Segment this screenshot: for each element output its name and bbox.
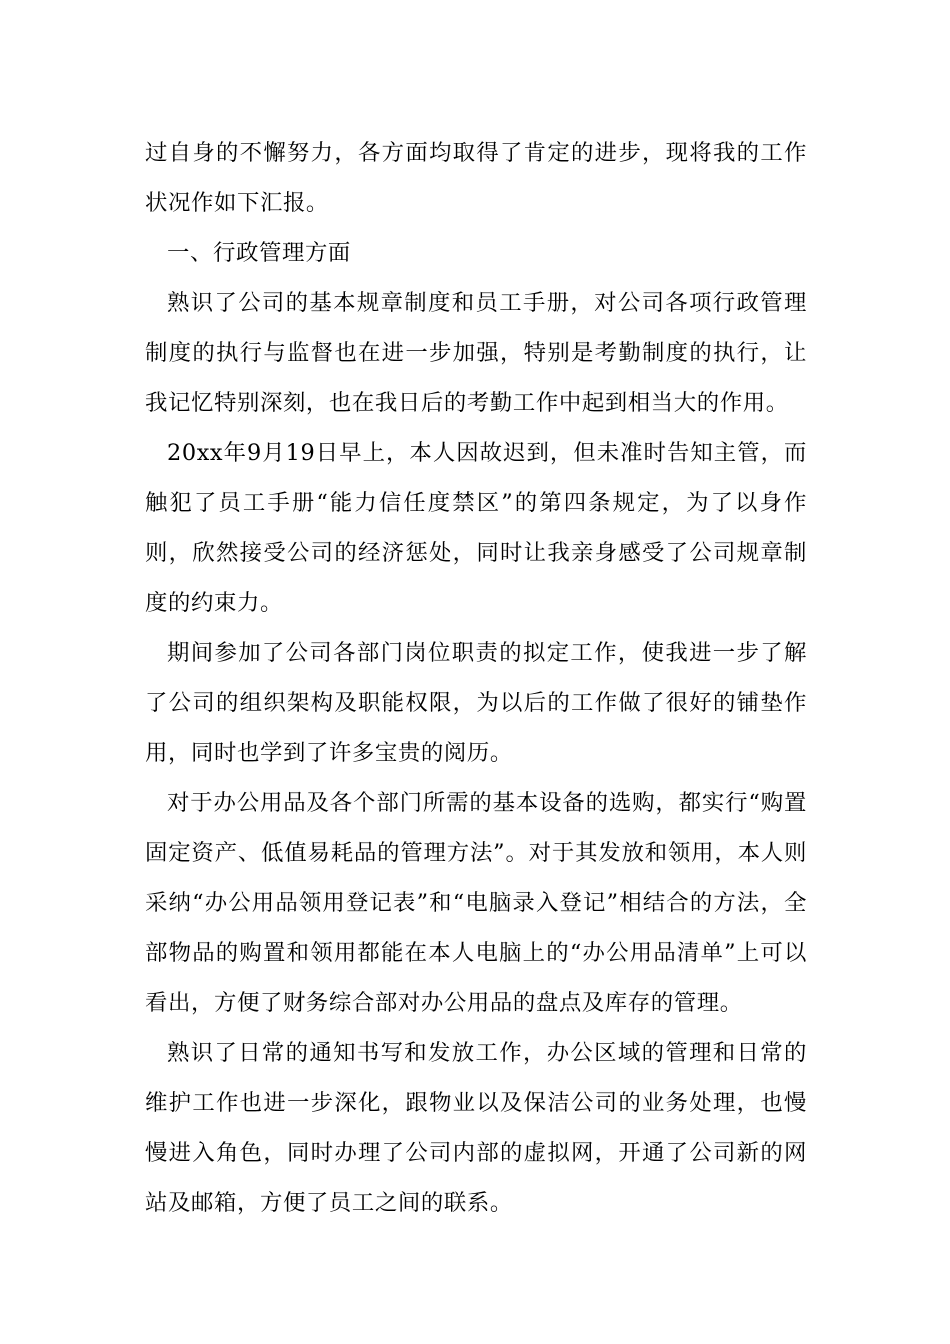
section-heading-admin-management: 一、行政管理方面 xyxy=(167,240,351,266)
paragraph-continuation: 过自身的不懈努力，各方面均取得了肯定的进步，现将我的工作状况作如下汇报。 xyxy=(145,140,807,216)
paragraph-rules-familiarity: 熟识了公司的基本规章制度和员工手册，对公司各项行政管理制度的执行与监督也在进一步加强，特别是考勤制度的执行，让我记忆特别深刻，也在我日后的考勤工作中起到相当大的作用。 xyxy=(145,290,807,416)
document-body xyxy=(145,128,807,1228)
paragraph-daily-notices: 熟识了日常的通知书写和发放工作，办公区域的管理和日常的维护工作也进一步深化，跟物业以及保洁公司的业务处理，也慢慢进入角色，同时办理了公司内部的虚拟网，开通了公司新的网站及邮箱，方便了员工之间的联系。 xyxy=(145,1040,807,1216)
paragraph-job-duties: 期间参加了公司各部门岗位职责的拟定工作，使我进一步了解了公司的组织架构及职能权限，为以后的工作做了很好的铺垫作用，同时也学到了许多宝贵的阅历。 xyxy=(145,640,807,766)
paragraph-office-supplies: 对于办公用品及各个部门所需的基本设备的选购，都实行“购置固定资产、低值易耗品的管理方法”。对于其发放和领用，本人则采纳“办公用品领用登记表”和“电脑录入登记”相结合的方法，全部物品的购置和领用都能在本人电脑上的“办公用品清单”上可以看出，方便了财务综合部对办公用品的盘点及库存的管理。 xyxy=(145,790,807,1016)
paragraph-late-incident: 20xx年9月19日早上，本人因故迟到，但未准时告知主管，而触犯了员工手册“能力信任度禁区”的第四条规定，为了以身作则，欣然接受公司的经济惩处，同时让我亲身感受了公司规章制度的约束力。 xyxy=(145,440,807,616)
